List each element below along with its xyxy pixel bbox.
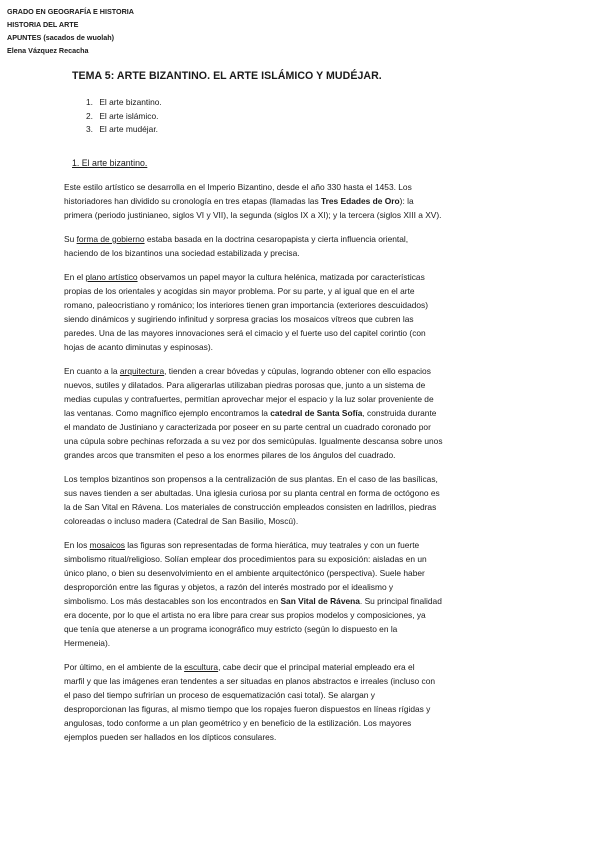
text-line bbox=[64, 608, 515, 622]
text-run: que tenía que atenerse a un programa iconográfico muy estricto (según lo dispuesto en la bbox=[64, 624, 398, 634]
toc-item bbox=[86, 123, 162, 137]
text-run: desproporción entre las figuras y objetos, a razón del interés mostrado por el idealismo y bbox=[64, 582, 394, 592]
text-line bbox=[64, 194, 515, 208]
text-run: . Su principal finalidad bbox=[359, 596, 442, 606]
text-run: coloreadas o incluso madera (Catedral de San Basilio, Moscú). bbox=[64, 516, 299, 526]
header-degree: GRADO EN GEOGRAFÍA E HISTORIA bbox=[7, 7, 134, 16]
text-line bbox=[64, 232, 515, 246]
text-line bbox=[64, 340, 515, 354]
text-line bbox=[64, 702, 515, 716]
text-run: simbolismo. Los más destacables son los encontrados en bbox=[64, 596, 281, 606]
text-line bbox=[64, 472, 515, 486]
text-line bbox=[64, 636, 515, 650]
underlined-text: arquitectura bbox=[119, 366, 165, 376]
header-notes: APUNTES (sacados de wuolah) bbox=[7, 33, 115, 42]
text-line bbox=[64, 298, 515, 312]
text-line bbox=[64, 246, 515, 260]
text-run: Por último, en el ambiente de la bbox=[64, 662, 185, 672]
text-line bbox=[64, 312, 515, 326]
section-heading: 1. El arte bizantino. bbox=[72, 158, 148, 168]
text-line bbox=[64, 486, 515, 500]
text-run: angulosas, todo conforme a un plan geométrico y en beneficio de la estilización. Los mayores bbox=[64, 718, 412, 728]
text-line bbox=[64, 538, 515, 552]
text-run: único plano, o bien su desenvolvimiento en el ambiente arquitectónico (perspectiva). Suele haber bbox=[64, 568, 425, 578]
toc-label: El arte mudéjar. bbox=[99, 124, 158, 134]
text-run: las ventanas. Como magnífico ejemplo encontramos la bbox=[64, 408, 271, 418]
text-run: paredes. Una de las mayores innovaciones será el cimacio y el fuerte uso del capitel corintio (con bbox=[64, 328, 426, 338]
header-subject: HISTORIA DEL ARTE bbox=[7, 20, 79, 29]
bold-text: Tres Edades de Oro bbox=[320, 196, 400, 206]
text-line bbox=[64, 270, 515, 284]
text-run: ): la bbox=[399, 196, 414, 206]
text-line bbox=[64, 730, 515, 744]
paragraph bbox=[64, 472, 515, 528]
text-run: romano, paleocristiano y románico; los interiores tienen gran importancia (exteriores descuidados) bbox=[64, 300, 429, 310]
text-run: sus naves tienden a ser abultadas. Una iglesia curiosa por su planta central en forma de octógono es bbox=[64, 488, 440, 498]
text-run: hojas de acanto diminutas y espinosas). bbox=[64, 342, 213, 352]
document-header bbox=[7, 5, 134, 57]
text-run: marfil y que las imágenes eran tendentes a ser situadas en planos abstractos e irreales (incluso con bbox=[64, 676, 436, 686]
text-run: Su bbox=[64, 234, 77, 244]
body-text bbox=[64, 180, 515, 754]
text-run: historiadores han dividido su cronología en tres etapas (llamadas las bbox=[64, 196, 321, 206]
text-line bbox=[64, 622, 515, 636]
text-line bbox=[64, 566, 515, 580]
text-run: En el bbox=[64, 272, 86, 282]
text-run: , cabe decir que el principal material empleado era el bbox=[218, 662, 415, 672]
text-run: grandes arcos que transmiten el peso a los enormes pilares de los ángulos del cuadrado. bbox=[64, 450, 396, 460]
text-run: haciendo de los bizantinos una sociedad estabilizada y precisa. bbox=[64, 248, 300, 258]
text-run: medias cupulas y contrafuertes, permitían aprovechar mejor el espacio y la luz solar proveniente de bbox=[64, 394, 434, 404]
paragraph bbox=[64, 364, 515, 462]
underlined-text: mosaicos bbox=[89, 540, 125, 550]
text-run: ejemplos pueden ser hallados en los dípticos consulares. bbox=[64, 732, 277, 742]
text-run: En los bbox=[64, 540, 90, 550]
text-run: , construida durante bbox=[362, 408, 437, 418]
text-line bbox=[64, 364, 515, 378]
text-run: una cúpula sobre pechinas reforzada a su vez por dos semicúpulas. Igualmente descansa sobre unos bbox=[64, 436, 443, 446]
text-line bbox=[64, 688, 515, 702]
text-run: era docente, por lo que el artista no era libre para crear sus propios modelos y composiciones, ya bbox=[64, 610, 426, 620]
text-line bbox=[64, 406, 515, 420]
text-line bbox=[64, 552, 515, 566]
text-run: En cuanto a la bbox=[64, 366, 120, 376]
text-line bbox=[64, 716, 515, 730]
text-run: , tienden a crear bóvedas y cúpulas, logrando obtener con ello espacios bbox=[164, 366, 431, 376]
toc-label: El arte bizantino. bbox=[99, 97, 162, 107]
paragraph bbox=[64, 180, 515, 222]
text-line bbox=[64, 326, 515, 340]
text-line bbox=[64, 514, 515, 528]
underlined-text: plano artístico bbox=[85, 272, 138, 282]
text-run: la de San Vital en Rávena. Los materiales de construcción empleados consisten en ladrillos, piedras bbox=[64, 502, 437, 512]
text-run: propias de los orientales y acogidas sin mayor problema. Por su parte, y al igual que en el arte bbox=[64, 286, 415, 296]
text-line bbox=[64, 392, 515, 406]
text-line bbox=[64, 434, 515, 448]
text-run: siendo dinámicos y sugiriendo infinitud y sorpresa gracias los mosaicos vítreos que cubren las bbox=[64, 314, 414, 324]
underlined-text: forma de gobierno bbox=[76, 234, 145, 244]
text-run: el paso del tiempo sufrirían un proceso de esquematización casi total). Se alargan y bbox=[64, 690, 375, 700]
text-line bbox=[64, 180, 515, 194]
table-of-contents bbox=[86, 96, 162, 137]
toc-label: El arte islámico. bbox=[99, 110, 159, 121]
paragraph bbox=[64, 270, 515, 354]
text-line bbox=[64, 500, 515, 514]
paragraph bbox=[64, 538, 515, 650]
bold-text: catedral de Santa Sofía bbox=[270, 408, 363, 418]
text-run: el mandato de Justiniano y caracterizada por poseer en su parte central un cuadrado coronado por bbox=[64, 422, 431, 432]
text-line bbox=[64, 378, 515, 392]
text-run: primera (periodo justinianeo, siglos VI y VII), la segunda (siglos IX a XI); y la tercera (siglos XIII a XV). bbox=[64, 210, 442, 220]
toc-item bbox=[86, 110, 162, 124]
text-run: Los templos bizantinos son propensos a la centralización de sus plantas. En el caso de las basílicas, bbox=[64, 474, 438, 484]
text-line bbox=[64, 594, 515, 608]
text-run: desproporcionan las figuras, al mismo tiempo que los ropajes fueron dispuestos en líneas rígidas y bbox=[64, 704, 431, 714]
text-line bbox=[64, 660, 515, 674]
bold-text: San Vital de Rávena bbox=[280, 596, 360, 606]
text-run: nuevos, sutiles y dilatados. Para aligerarlas utilizaban piedras porosas que, junto a un sistema de bbox=[64, 380, 426, 390]
underlined-text: escultura bbox=[184, 662, 219, 672]
text-line bbox=[64, 420, 515, 434]
toc-number: 2. bbox=[86, 110, 93, 121]
text-line bbox=[64, 580, 515, 594]
text-line bbox=[64, 448, 515, 462]
toc-number: 3. bbox=[86, 124, 93, 134]
text-run: simbolismo ritual/religioso. Solían emplear dos procedimientos para su exposición: aisladas en un bbox=[64, 554, 427, 564]
text-run: Hermeneia). bbox=[64, 638, 111, 648]
text-line bbox=[64, 674, 515, 688]
text-line bbox=[64, 208, 515, 222]
toc-item bbox=[86, 96, 162, 110]
text-line bbox=[64, 284, 515, 298]
header-author: Elena Vázquez Recacha bbox=[7, 46, 89, 55]
text-run: Este estilo artístico se desarrolla en el Imperio Bizantino, desde el año 330 hasta el 1453. Los bbox=[64, 182, 412, 192]
text-run: observamos un papel mayor la cultura helénica, matizada por características bbox=[137, 272, 425, 282]
paragraph bbox=[64, 660, 515, 744]
page-title: TEMA 5: ARTE BIZANTINO. EL ARTE ISLÁMICO Y MUDÉJAR. bbox=[72, 70, 382, 82]
paragraph bbox=[64, 232, 515, 260]
toc-number: 1. bbox=[86, 97, 93, 107]
text-run: estaba basada en la doctrina cesaropapista y cierta influencia oriental, bbox=[144, 234, 409, 244]
text-run: las figuras son representadas de forma hierática, muy teatrales y con un fuerte bbox=[124, 540, 420, 550]
